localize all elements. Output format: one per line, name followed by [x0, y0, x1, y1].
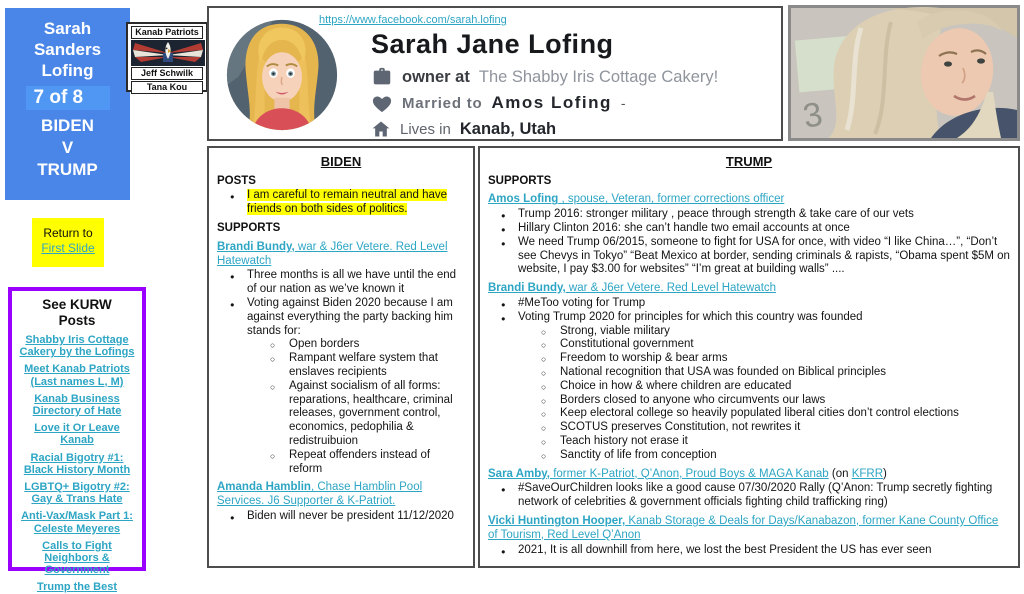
section-label: POSTS — [217, 174, 256, 187]
bullet-list — [488, 482, 1010, 510]
married-label: Married to — [402, 94, 483, 112]
trump-content — [488, 175, 1010, 558]
supporter-suffix: ) — [883, 467, 887, 480]
title-box — [5, 8, 130, 200]
biden-v-trump-label — [5, 115, 130, 181]
versus-line: BIDEN — [41, 116, 94, 135]
eagle-logo — [131, 40, 203, 66]
sub-bullet-item: ○ Constitutional government — [518, 338, 1010, 352]
selfie-photo — [791, 8, 1017, 138]
bullet-item — [217, 269, 465, 297]
supporter-link — [488, 282, 1010, 296]
bullet-item — [488, 208, 1010, 222]
lives-label: Lives in — [400, 120, 451, 138]
supporter-name[interactable]: Amos Lofing — [488, 193, 559, 206]
supporter-name[interactable]: Brandi Bundy, — [217, 240, 295, 253]
bullet-text: Hillary Clinton 2016: she can’t handle two email accounts at once — [518, 221, 850, 234]
profile-avatar — [225, 18, 339, 132]
supporter-description[interactable]: , spouse, Veteran, former corrections officer — [558, 193, 785, 206]
kurw-link[interactable]: Racial Bigotry #1: Black History Month — [23, 451, 131, 476]
bullet-item — [488, 311, 1010, 463]
versus-line: TRUMP — [37, 160, 98, 179]
married-suffix: - — [620, 95, 626, 111]
kanab-patriots-box — [126, 22, 208, 92]
sub-bullet-item: ○ Keep electoral college so heavily populated liberal cities don’t control elections — [518, 407, 1010, 421]
supporter-description[interactable]: Kanab Storage & Deals for Days/Kanabazon, former Kane County Office of Tourism, Red Level Q’Anon — [488, 514, 999, 541]
lives-row — [371, 119, 556, 139]
slide-title — [5, 8, 130, 81]
work-label: owner at — [402, 67, 470, 86]
sub-bullet-item: ○ Repeat offenders instead of reform — [247, 449, 465, 477]
supporter-link — [217, 241, 465, 269]
bullet-text: Three months is all we have until the end of our nation as we’ve known it — [247, 269, 457, 296]
profile-name: Sarah Jane Lofing — [371, 29, 614, 59]
bullet-item — [488, 236, 1010, 277]
supporter-link — [488, 193, 1010, 207]
bullet-item — [488, 297, 1010, 311]
supporter-description[interactable]: war & J6er Vetere. Red Level Hatewatch — [217, 240, 448, 267]
supporter-name[interactable]: Brandi Bundy, — [488, 282, 566, 295]
supporter-suffix: (on — [828, 467, 852, 480]
kurw-link[interactable]: Love it Or Leave Kanab — [34, 422, 120, 447]
kurw-link[interactable]: Trump the Best — [36, 581, 118, 594]
heart-icon — [371, 93, 393, 113]
sub-bullet-item: ○ Sanctity of life from conception — [518, 449, 1010, 463]
section-label: SUPPORTS — [217, 221, 281, 234]
sub-bullet-item: ○ Open borders — [247, 338, 465, 352]
supporter-name[interactable]: Sara Amby, — [488, 467, 550, 480]
supporter-link — [217, 481, 465, 509]
eagle-icon — [131, 40, 205, 66]
kurw-link[interactable]: Shabby Iris Cottage Cakery by the Lofings — [19, 334, 135, 359]
svg-text:3: 3 — [800, 95, 826, 136]
bullet-text: Voting Trump 2020 for principles for which this country was founded — [518, 310, 863, 323]
sub-bullet-list — [518, 325, 1010, 463]
bullet-text: Biden will never be president 11/12/2020 — [247, 509, 454, 522]
bullet-list — [488, 297, 1010, 463]
bullet-text: We need Trump 06/2015, someone to fight for USA for once, with video “I like China…”, “Don’t see Chevys in Tokyo” “Beat Mexico at border, sending criminals & rapists, “Obama spent $5M on website, I pay $3.00 for websites” “I’m great at building walls” .... — [518, 235, 1010, 276]
kurw-links — [16, 334, 138, 594]
bullet-item — [488, 544, 1010, 558]
sub-bullet-item: ○ Against socialism of all forms: reparations, healthcare, criminal releases, government control, economics, pedophilia & redistruibuion — [247, 380, 465, 449]
biden-heading: BIDEN — [320, 154, 362, 169]
lives-value: Kanab, Utah — [459, 119, 557, 138]
bullet-text: #MeToo voting for Trump — [518, 296, 646, 309]
sub-bullet-item: ○ SCOTUS preserves Constitution, not rewrites it — [518, 421, 1010, 435]
sub-bullet-item: ○ Strong, viable military — [518, 325, 1010, 339]
supporter-link — [488, 468, 1010, 482]
page-indicator: 7 of 8 — [26, 86, 110, 110]
profile-photo — [788, 5, 1020, 141]
supporter-link — [488, 515, 1010, 543]
kurw-link[interactable]: Anti-Vax/Mask Part 1: Celeste Meyeres — [21, 510, 133, 535]
briefcase-icon — [371, 66, 393, 88]
house-icon — [371, 119, 391, 139]
kanab-patriots-label: Kanab Patriots — [131, 26, 203, 39]
work-row — [371, 66, 718, 88]
bullet-list — [217, 269, 465, 476]
kurw-link[interactable]: Calls to Fight Neighbors & Government — [42, 539, 112, 577]
patriot-name-tana-kou: Tana Kou — [131, 81, 203, 94]
supporter-name[interactable]: Vicki Huntington Hooper, — [488, 514, 626, 527]
kurw-posts-box — [8, 287, 146, 594]
kurw-link[interactable]: Kanab Business Directory of Hate — [32, 392, 122, 418]
kfrr-link[interactable]: KFRR — [851, 467, 884, 480]
sub-bullet-item: ○ National recognition that USA was founded on Biblical principles — [518, 366, 1010, 380]
bullet-item — [217, 297, 465, 476]
kurw-link[interactable]: Meet Kanab Patriots (Last names L, M) — [24, 363, 130, 388]
slide-title-line: Lofing — [41, 61, 94, 80]
first-slide-link[interactable]: First Slide — [41, 241, 95, 255]
sub-bullet-item: ○ Borders closed to anyone who circumvents our laws — [518, 394, 1010, 408]
biden-content — [217, 175, 465, 524]
bullet-text: I am careful to remain neutral and have friends on both sides of politics. — [247, 189, 448, 216]
patriot-name-jeff-schwilk: Jeff Schwilk — [131, 67, 203, 80]
return-box — [32, 218, 104, 267]
married-value: Amos Lofing — [491, 93, 612, 112]
bullet-item — [488, 482, 1010, 510]
sub-bullet-item: ○ Freedom to worship & bear arms — [518, 352, 1010, 366]
kurw-link[interactable]: LGBTQ+ Bigotry #2: Gay & Trans Hate — [24, 481, 130, 506]
bullet-item — [217, 189, 465, 217]
section-label: SUPPORTS — [488, 174, 552, 187]
sub-bullet-list — [247, 338, 465, 476]
supporter-description[interactable]: war & J6er Vetere. Red Level Hatewatch — [565, 282, 777, 295]
married-row — [371, 93, 626, 113]
sub-bullet-item: ○ Teach history not erase it — [518, 435, 1010, 449]
facebook-profile-card — [207, 6, 783, 141]
slide-title-line: Sarah — [43, 19, 92, 38]
trump-panel — [478, 146, 1020, 568]
bullet-list — [488, 544, 1010, 558]
return-text: Return to — [43, 226, 93, 240]
bullet-item — [217, 510, 465, 524]
slide-title-line: Sanders — [33, 40, 102, 59]
bullet-list — [217, 189, 465, 217]
bullet-text: Trump 2016: stronger military , peace through strength & take care of our vets — [518, 208, 914, 221]
sub-bullet-item: ○ Choice in how & where children are educated — [518, 380, 1010, 394]
work-value: The Shabby Iris Cottage Cakery! — [478, 67, 719, 86]
bullet-item — [488, 222, 1010, 236]
biden-panel — [207, 146, 475, 568]
sub-bullet-item: ○ Rampant welfare system that enslaves recipients — [247, 352, 465, 380]
avatar-cartoon — [225, 18, 339, 132]
supporter-description[interactable]: former K-Patriot, Q’Anon, Proud Boys & MAGA Kanab — [550, 467, 829, 480]
versus-line: V — [61, 138, 74, 157]
facebook-url-link[interactable]: https://www.facebook.com/sarah.lofing — [319, 14, 507, 26]
supporter-description[interactable]: , Chase Hamblin Pool Services. J6 Supporter & K-Patriot. — [217, 481, 423, 508]
bullet-list — [217, 510, 465, 524]
supporter-name[interactable]: Amanda Hamblin — [217, 481, 311, 494]
trump-heading: TRUMP — [725, 154, 773, 169]
bullet-text: 2021, It is all downhill from here, we lost the best President the US has ever seen — [518, 543, 932, 556]
kurw-heading: See KURW Posts — [42, 297, 112, 328]
bullet-list — [488, 208, 1010, 277]
bullet-text: Voting against Biden 2020 because I am against everything the party backing him stands for: — [247, 296, 453, 337]
bullet-text: #SaveOurChildren looks like a good cause 07/30/2020 Rally (Q’Anon: Trump secretly fighting network of celebrities & government officials fighting child trafficking ring) — [518, 482, 993, 509]
